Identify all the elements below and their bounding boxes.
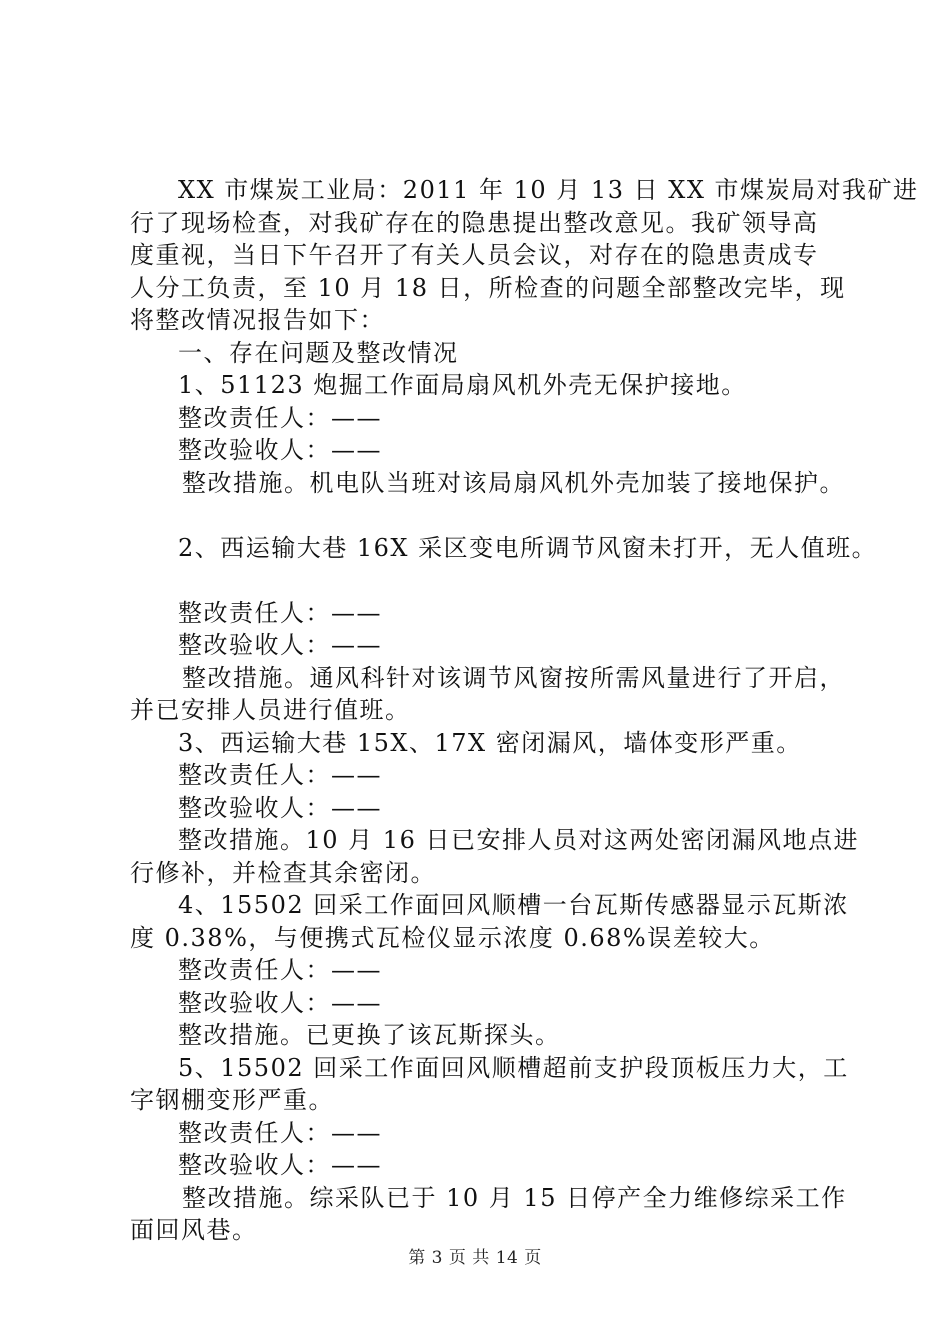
- issue-4-acceptor: 整改验收人：——: [178, 988, 382, 1017]
- section-heading: 一、存在问题及整改情况: [178, 338, 459, 367]
- issue-2-responsible: 整改责任人：——: [178, 598, 382, 627]
- issue-4-title-2: 度 0.38%，与便携式瓦检仪显示浓度 0.68%误差较大。: [130, 923, 775, 952]
- issue-1-measure: 整改措施。机电队当班对该局扇风机外壳加装了接地保护。: [182, 468, 845, 497]
- issue-2-measure-2: 并已安排人员进行值班。: [130, 696, 411, 724]
- issue-5-acceptor: 整改验收人：——: [178, 1151, 382, 1179]
- intro-line-3: 度重视，当日下午召开了有关人员会议，对存在的隐患责成专: [130, 241, 819, 269]
- issue-2-measure-1: 整改措施。通风科针对该调节风窗按所需风量进行了开启，: [182, 663, 845, 692]
- issue-5-measure-2: 面回风巷。: [130, 1216, 258, 1244]
- issue-5-title-2: 字钢棚变形严重。: [130, 1086, 334, 1114]
- intro-line-1: XX 市煤炭工业局：2011 年 10 月 13 日 XX 市煤炭局对我矿进: [178, 176, 919, 204]
- issue-3-measure-1: 整改措施。10 月 16 日已安排人员对这两处密闭漏风地点进: [178, 826, 859, 854]
- blank-line: [130, 564, 850, 597]
- document-body: [130, 174, 919, 1247]
- issue-1-responsible: 整改责任人：——: [178, 403, 382, 432]
- issue-5-responsible: 整改责任人：——: [178, 1118, 382, 1147]
- page-number-footer: 第 3 页 共 14 页: [408, 1248, 542, 1268]
- issue-4-responsible: 整改责任人：——: [178, 956, 382, 984]
- issue-4-measure: 整改措施。已更换了该瓦斯探头。: [178, 1021, 561, 1049]
- issue-1-title: 1、51123 炮掘工作面局扇风机外壳无保护接地。: [178, 371, 747, 399]
- blank-line: [130, 499, 850, 532]
- intro-line-5: 将整改情况报告如下：: [130, 306, 385, 334]
- intro-line-4: 人分工负责，至 10 月 18 日，所检查的问题全部整改完毕，现: [130, 273, 846, 302]
- issue-2-title: 2、西运输大巷 16X 采区变电所调节风窗未打开，无人值班。: [178, 533, 878, 562]
- issue-4-title-1: 4、15502 回采工作面回风顺槽一台瓦斯传感器显示瓦斯浓: [178, 891, 849, 919]
- issue-5-title-1: 5、15502 回采工作面回风顺槽超前支护段顶板压力大，工: [178, 1053, 849, 1082]
- issue-3-title: 3、西运输大巷 15X、17X 密闭漏风，墙体变形严重。: [178, 728, 802, 757]
- issue-2-acceptor: 整改验收人：——: [178, 631, 382, 659]
- issue-3-acceptor: 整改验收人：——: [178, 793, 382, 822]
- issue-1-acceptor: 整改验收人：——: [178, 436, 382, 464]
- issue-3-measure-2: 行修补，并检查其余密闭。: [130, 858, 436, 887]
- issue-5-measure-1: 整改措施。综采队已于 10 月 15 日停产全力维修综采工作: [182, 1183, 847, 1212]
- intro-line-2: 行了现场检查，对我矿存在的隐患提出整改意见。我矿领导高: [130, 208, 819, 237]
- issue-3-responsible: 整改责任人：——: [178, 761, 382, 789]
